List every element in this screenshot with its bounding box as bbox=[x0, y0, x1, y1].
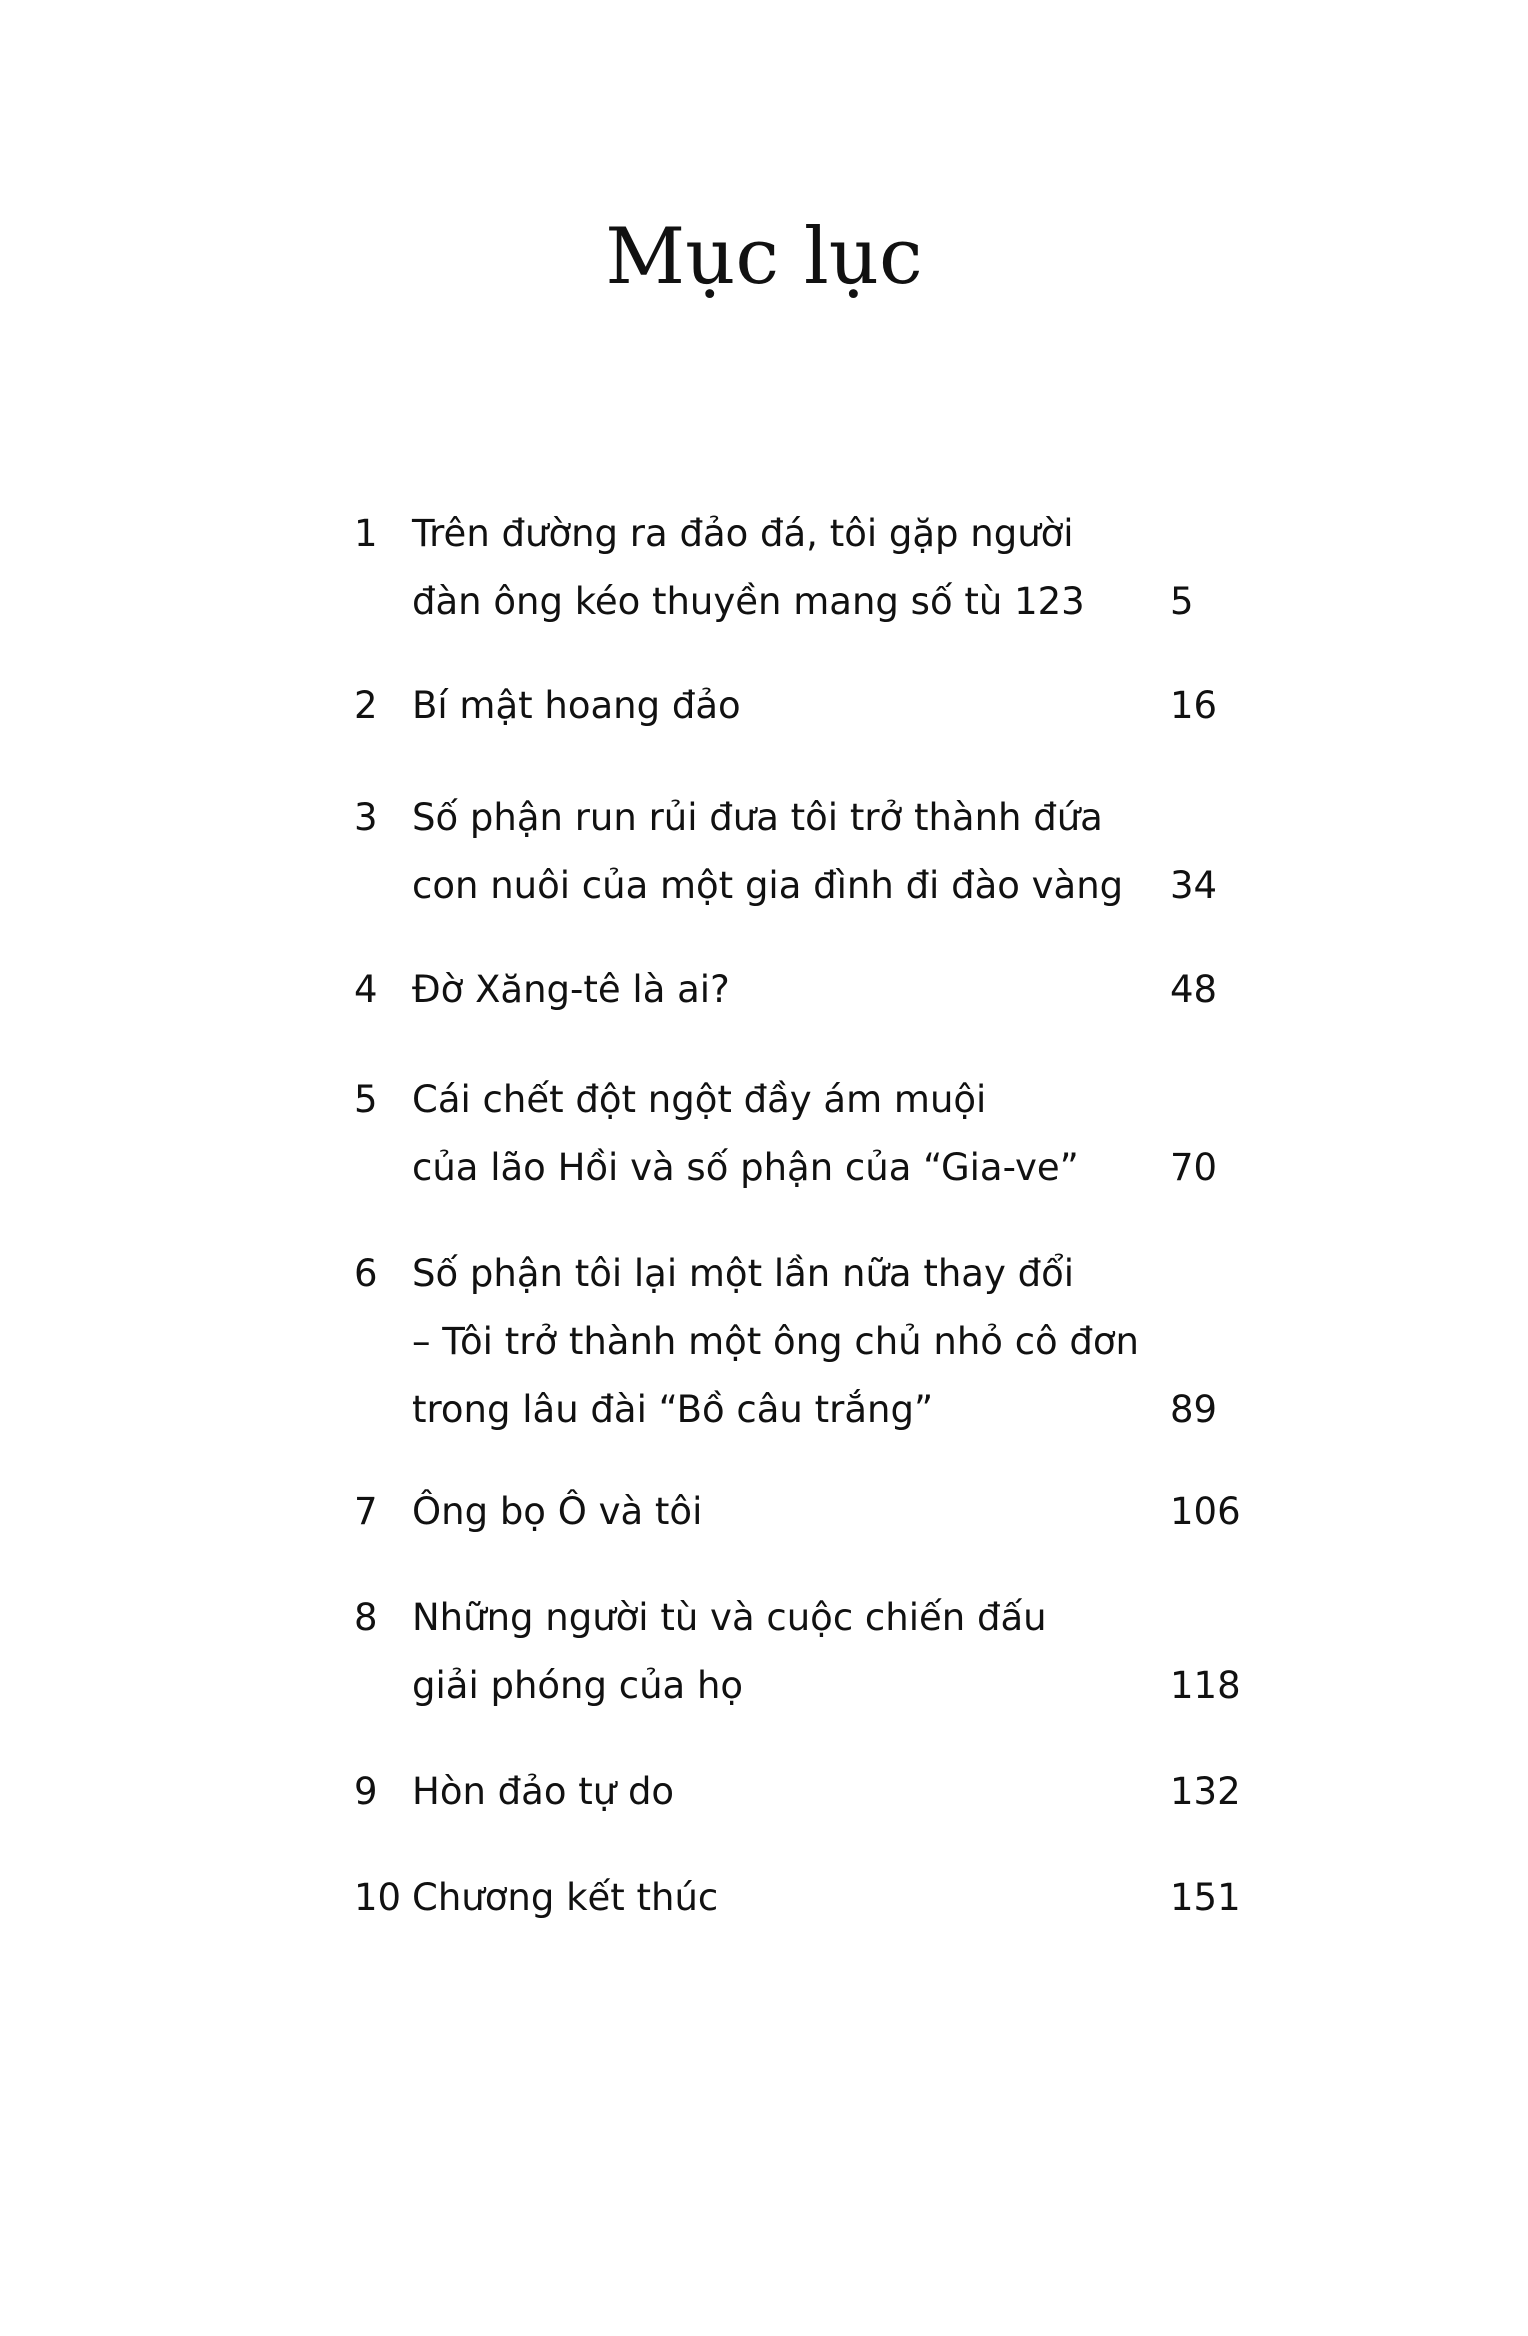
page-number: 106 bbox=[1170, 1490, 1241, 1533]
chapter-number: 6 bbox=[354, 1252, 378, 1295]
chapter-title-line: Số phận run rủi đưa tôi trở thành đứa bbox=[412, 796, 1103, 839]
page-number: 70 bbox=[1170, 1146, 1218, 1189]
page-number: 48 bbox=[1170, 968, 1218, 1011]
chapter-title-line: Chương kết thúc bbox=[412, 1876, 719, 1919]
chapter-title bbox=[412, 1584, 1052, 1720]
table-of-contents bbox=[354, 0, 1254, 2336]
chapter-title-line: trong lâu đài “Bồ câu trắng” bbox=[412, 1388, 934, 1431]
chapter-number: 1 bbox=[354, 512, 378, 555]
page-number: 5 bbox=[1170, 580, 1194, 623]
page-number: 151 bbox=[1170, 1876, 1241, 1919]
page-number: 34 bbox=[1170, 864, 1218, 907]
page-title: Mục lục bbox=[605, 212, 923, 302]
chapter-title-line: con nuôi của một gia đình đi đào vàng bbox=[412, 864, 1124, 907]
chapter-title-line: – Tôi trở thành một ông chủ nhỏ cô đơn bbox=[412, 1320, 1140, 1363]
page-number: 16 bbox=[1170, 684, 1218, 727]
chapter-title-line: Số phận tôi lại một lần nữa thay đổi bbox=[412, 1252, 1075, 1295]
chapter-title-line: Ông bọ Ô và tôi bbox=[412, 1490, 703, 1533]
chapter-title bbox=[412, 1864, 1052, 1932]
chapter-title-line: của lão Hồi và số phận của “Gia-ve” bbox=[412, 1146, 1079, 1189]
chapter-title bbox=[412, 1478, 1052, 1546]
chapter-number: 9 bbox=[354, 1770, 378, 1813]
chapter-title-line: Đờ Xăng-tê là ai? bbox=[412, 968, 730, 1011]
page-number: 89 bbox=[1170, 1388, 1218, 1431]
chapter-title bbox=[412, 1758, 1052, 1826]
chapter-number: 3 bbox=[354, 796, 378, 839]
chapter-title bbox=[412, 1240, 1140, 1444]
page-number: 118 bbox=[1170, 1664, 1241, 1707]
chapter-number: 10 bbox=[354, 1876, 402, 1919]
chapter-title bbox=[412, 500, 1085, 636]
chapter-title-line: Những người tù và cuộc chiến đấu bbox=[412, 1596, 1047, 1639]
chapter-number: 7 bbox=[354, 1490, 378, 1533]
chapter-number: 2 bbox=[354, 684, 378, 727]
chapter-title bbox=[412, 784, 1124, 920]
chapter-number: 8 bbox=[354, 1596, 378, 1639]
chapter-title-line: đàn ông kéo thuyền mang số tù 123 bbox=[412, 580, 1085, 623]
chapter-title-line: Trên đường ra đảo đá, tôi gặp người bbox=[412, 512, 1074, 555]
chapter-title bbox=[412, 1066, 1079, 1202]
chapter-number: 5 bbox=[354, 1078, 378, 1121]
chapter-title-line: Hòn đảo tự do bbox=[412, 1770, 675, 1813]
chapter-number: 4 bbox=[354, 968, 378, 1011]
page-number: 132 bbox=[1170, 1770, 1241, 1813]
chapter-title-line: giải phóng của họ bbox=[412, 1664, 744, 1707]
chapter-title-line: Cái chết đột ngột đầy ám muội bbox=[412, 1078, 987, 1121]
chapter-title bbox=[412, 672, 1052, 740]
chapter-title-line: Bí mật hoang đảo bbox=[412, 684, 741, 727]
chapter-title bbox=[412, 956, 1052, 1024]
